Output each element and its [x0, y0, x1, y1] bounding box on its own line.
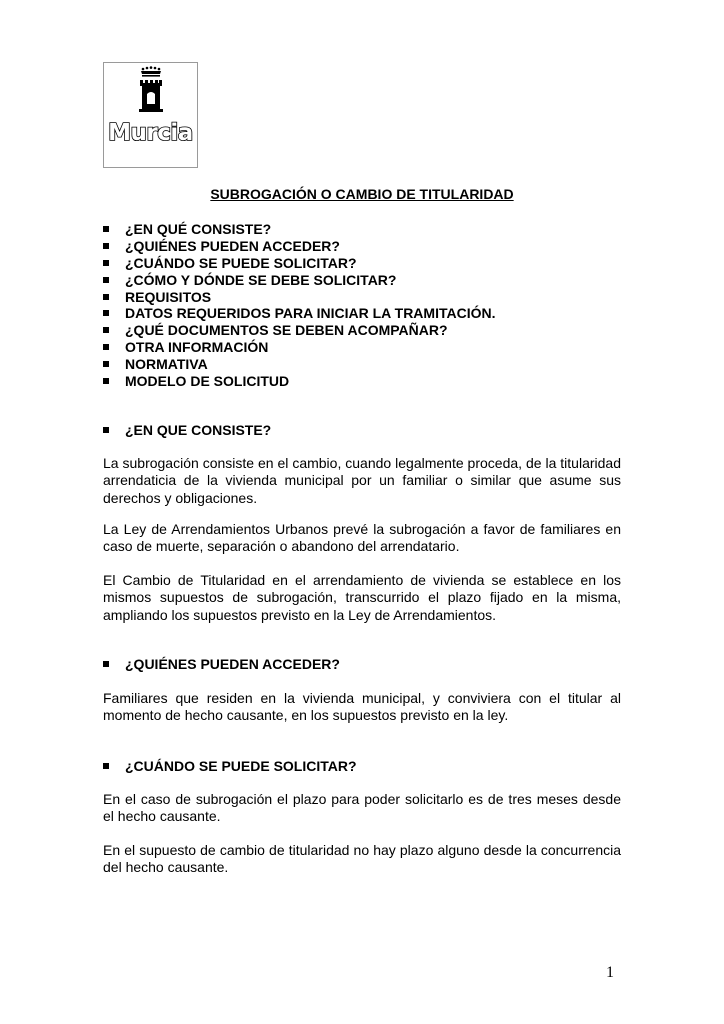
- bullet-icon: [103, 427, 109, 433]
- bullet-icon: [103, 294, 109, 300]
- paragraph: El Cambio de Titularidad en el arrendamiento de vivienda se establece en los mismos supuestos de subrogación, transcurrido el plazo fijado en la misma, ampliando los supuestos previsto en la Ley de Arrendamientos.: [103, 572, 621, 623]
- bullet-icon: [103, 260, 109, 266]
- section-heading: [103, 422, 271, 439]
- toc-item: [103, 255, 495, 272]
- paragraph: En el supuesto de cambio de titularidad no hay plazo alguno desde la concurrencia del hecho causante.: [103, 842, 621, 876]
- toc-item: [103, 238, 495, 255]
- toc-item-label: DATOS REQUERIDOS PARA INICIAR LA TRAMITACIÓN.: [125, 305, 496, 322]
- bullet-icon: [103, 661, 109, 667]
- toc-item-label: ¿QUÉ DOCUMENTOS SE DEBEN ACOMPAÑAR?: [125, 322, 448, 339]
- toc-item-label: ¿CUÁNDO SE PUEDE SOLICITAR?: [125, 254, 357, 271]
- toc-item: [103, 339, 495, 356]
- toc-item-label: MODELO DE SOLICITUD: [125, 373, 290, 390]
- toc-item: [103, 356, 495, 373]
- toc-item-label: ¿QUIÉNES PUEDEN ACCEDER?: [125, 237, 340, 254]
- section-heading: [103, 758, 357, 775]
- logo: [103, 62, 198, 168]
- toc-item: [103, 373, 495, 390]
- toc-item: [103, 289, 495, 306]
- bullet-icon: [103, 344, 109, 350]
- toc-item-label: ¿CÓMO Y DÓNDE SE DEBE SOLICITAR?: [125, 271, 397, 288]
- bullet-icon: [103, 243, 109, 249]
- bullet-icon: [103, 226, 109, 232]
- toc-item-label: ¿EN QUÉ CONSISTE?: [125, 221, 272, 237]
- table-of-contents: [103, 221, 495, 390]
- paragraph: La subrogación consiste en el cambio, cuando legalmente proceda, de la titularidad arrendaticia de la vivienda municipal por un familiar o similar que asume sus derechos y obligaciones.: [103, 455, 621, 506]
- paragraph: La Ley de Arrendamientos Urbanos prevé la subrogación a favor de familiares en caso de muerte, separación o abandono del arrendatario.: [103, 521, 621, 555]
- toc-item: [103, 272, 495, 289]
- bullet-icon: [103, 277, 109, 283]
- bullet-icon: [103, 378, 109, 384]
- section-heading-label: ¿CUÁNDO SE PUEDE SOLICITAR?: [125, 758, 357, 774]
- bullet-icon: [103, 327, 109, 333]
- murcia-coat-of-arms-icon: [104, 63, 197, 167]
- toc-item-label: NORMATIVA: [125, 356, 208, 373]
- paragraph: En el caso de subrogación el plazo para poder solicitarlo es de tres meses desde el hecho causante.: [103, 791, 621, 825]
- section-heading: [103, 656, 340, 673]
- bullet-icon: [103, 361, 109, 367]
- bullet-icon: [103, 310, 109, 316]
- section-heading-label: ¿QUIÉNES PUEDEN ACCEDER?: [125, 656, 340, 672]
- bullet-icon: [103, 763, 109, 769]
- logo-text: Murcia: [108, 120, 193, 146]
- toc-item: [103, 322, 495, 339]
- toc-item: [103, 221, 495, 238]
- page-number: 1: [606, 964, 614, 981]
- page-title: SUBROGACIÓN O CAMBIO DE TITULARIDAD: [210, 186, 514, 202]
- toc-item-label: REQUISITOS: [125, 288, 212, 305]
- paragraph: Familiares que residen en la vivienda municipal, y conviviera con el titular al momento de hecho causante, en los supuestos previsto en la ley.: [103, 690, 621, 724]
- toc-item: [103, 305, 495, 322]
- section-heading-label: ¿EN QUE CONSISTE?: [125, 422, 272, 438]
- toc-item-label: OTRA INFORMACIÓN: [125, 339, 269, 356]
